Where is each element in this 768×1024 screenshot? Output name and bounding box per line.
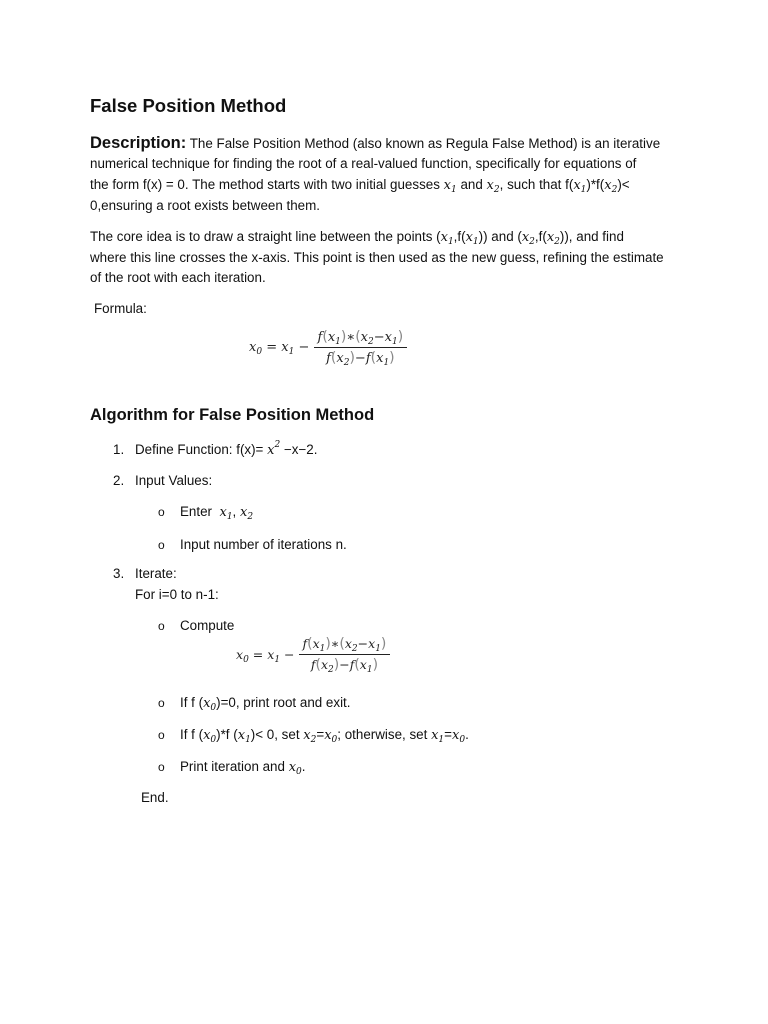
math-x2: $x_2$: [521, 230, 535, 247]
text: .: [301, 759, 306, 774]
compute-formula: [236, 636, 390, 673]
core-idea-line-3: of the root with each iteration.: [90, 270, 266, 285]
step-3-bullet-print: [180, 757, 306, 779]
math-x1: $x_1$: [237, 728, 251, 745]
step-2-bullet-1: [180, 502, 253, 524]
text: ,f(: [534, 229, 547, 244]
math-x-squared: $x^2$: [267, 440, 281, 458]
formula-lhs: $x_0 = x_1$ −: [249, 340, 310, 357]
math-x1: $x_1$: [573, 178, 587, 195]
text: If f (: [180, 727, 204, 742]
text: Print iteration and: [180, 759, 285, 774]
step-3-loop: For i=0 to n-1:: [135, 587, 219, 602]
core-idea-line-2: where this line crosses the x-axis. This point is then used as the new guess, refining the estimate: [90, 250, 664, 265]
step-1-number: 1.: [113, 442, 125, 457]
description-line-4: 0,ensuring a root exists between them.: [90, 198, 321, 213]
formula-fraction: [299, 636, 391, 673]
text: Define Function: f(x)=: [135, 442, 264, 457]
formula-label: Formula:: [94, 301, 147, 316]
math-x1: $x_1$: [465, 230, 479, 247]
math-x0: $x_0$: [288, 760, 302, 777]
text: and: [460, 177, 483, 192]
step-3-number: 3.: [113, 566, 125, 581]
math-x1: $x_1$: [431, 728, 445, 745]
formula-display: [249, 329, 407, 366]
page-title: False Position Method: [90, 95, 287, 116]
text: , such that f(: [499, 177, 574, 192]
text: )<: [617, 177, 630, 192]
math-x0: $x_0$: [324, 728, 338, 745]
text: =: [316, 727, 325, 742]
text: )*f (: [216, 727, 238, 742]
text: .: [465, 727, 469, 742]
step-1-text: [135, 440, 317, 462]
description-line-2: numerical technique for finding the root of a real-valued function, specifically for equations of: [90, 156, 637, 171]
description-line-3: [90, 175, 630, 197]
description-label: Description:: [90, 134, 187, 152]
step-2-bullet-2: Input number of iterations n.: [180, 537, 347, 552]
text: )) and (: [478, 229, 522, 244]
fraction-numerator: $f(x_1)∗(x_2-x_1)$: [317, 329, 404, 347]
math-x2: $x_2$: [486, 178, 500, 195]
text: The core idea is to draw a straight line between the points (: [90, 229, 441, 244]
fraction-numerator: $f(x_1)∗(x_2-x_1)$: [302, 636, 387, 654]
text: ,f(: [453, 229, 466, 244]
description-text: The False Position Method (also known as Regula False Method) is an iterative: [189, 136, 661, 151]
math-x1: $x_1$: [440, 230, 454, 247]
step-3-text: Iterate:: [135, 566, 177, 581]
math-x1: $x_1$: [219, 505, 233, 522]
formula-lhs: $x_0 = x_1$ −: [236, 647, 295, 665]
text: )*f(: [586, 177, 605, 192]
step-2-text: Input Values:: [135, 473, 213, 488]
bullet-marker: o: [158, 538, 165, 552]
text: If f (: [180, 695, 204, 710]
text: )), and find: [559, 229, 624, 244]
fraction-denominator: $f(x_2)-f(x_1)$: [326, 350, 395, 368]
step-3-bullet-update: [180, 725, 469, 747]
text: ; otherwise, set: [337, 727, 428, 742]
step-3-bullet-root-check: [180, 693, 351, 715]
math-x2: $x_2$: [240, 505, 254, 522]
text: −x−2.: [283, 442, 318, 457]
step-2-number: 2.: [113, 473, 125, 488]
formula-fraction: [314, 329, 408, 366]
text: Enter: [180, 504, 213, 519]
math-x2: $x_2$: [303, 728, 317, 745]
math-x0: $x_0$: [203, 728, 217, 745]
algorithm-end: End.: [141, 790, 169, 805]
fraction-denominator: $f(x_2)-f(x_1)$: [310, 657, 379, 675]
algorithm-heading: Algorithm for False Position Method: [90, 406, 375, 424]
math-x0: $x_0$: [451, 728, 466, 745]
text: the form f(x) = 0. The method starts with two initial guesses: [90, 177, 440, 192]
bullet-marker: o: [158, 760, 165, 774]
math-x1: $x_1$: [443, 178, 457, 195]
description-line-1: [90, 133, 660, 155]
bullet-marker: o: [158, 728, 165, 742]
text: )=0, print root and exit.: [216, 695, 351, 710]
text: )< 0, set: [250, 727, 300, 742]
bullet-marker: o: [158, 619, 165, 633]
core-idea-line-1: [90, 227, 624, 249]
text: ,: [232, 504, 237, 519]
math-x2: $x_2$: [604, 178, 618, 195]
bullet-marker: o: [158, 696, 165, 710]
math-x2: $x_2$: [546, 230, 560, 247]
bullet-marker: o: [158, 505, 165, 519]
math-x0: $x_0$: [203, 696, 217, 713]
text: =: [444, 727, 452, 742]
step-3-bullet-compute: Compute: [180, 618, 235, 633]
